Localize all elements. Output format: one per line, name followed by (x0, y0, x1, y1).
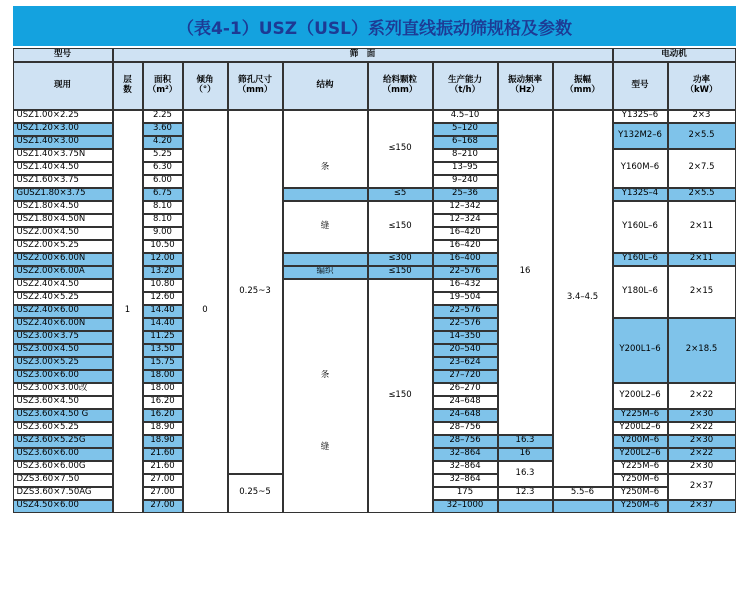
area-cell: 18.00 (143, 370, 183, 383)
feed-size-cell: ≤150 (368, 279, 433, 513)
structure-cell: 编织 (283, 266, 368, 279)
area-cell: 8.10 (143, 201, 183, 214)
power-cell: 2×11 (668, 201, 736, 253)
motor-model-cell: Y132S–4 (613, 188, 668, 201)
capacity-cell: 5–120 (433, 123, 498, 136)
area-cell: 5.25 (143, 149, 183, 162)
area-cell: 27.00 (143, 474, 183, 487)
area-cell: 13.50 (143, 344, 183, 357)
area-cell: 3.60 (143, 123, 183, 136)
motor-model-cell: Y160L–6 (613, 201, 668, 253)
area-cell: 12.60 (143, 292, 183, 305)
structure-label: 缝 (320, 441, 330, 452)
capacity-cell: 12–324 (433, 214, 498, 227)
capacity-cell: 23–624 (433, 357, 498, 370)
model-cell: USZ1.80×4.50N (13, 214, 113, 227)
area-cell: 16.20 (143, 409, 183, 422)
amplitude-cell (553, 500, 613, 513)
model-cell: USZ2.00×6.00A (13, 266, 113, 279)
capacity-cell: 14–350 (433, 331, 498, 344)
capacity-cell: 28–756 (433, 422, 498, 435)
motor-model-cell: Y200L2–6 (613, 448, 668, 461)
power-cell: 2×30 (668, 435, 736, 448)
capacity-cell: 22–576 (433, 305, 498, 318)
area-cell: 21.60 (143, 461, 183, 474)
power-cell: 2×37 (668, 474, 736, 500)
power-cell: 2×22 (668, 422, 736, 435)
header-power: 功率 （kW） (668, 62, 736, 110)
model-cell: USZ3.00×5.25 (13, 357, 113, 370)
capacity-cell: 22–576 (433, 266, 498, 279)
structure-cell (283, 188, 368, 201)
amplitude-cell: 3.4–4.5 (553, 110, 613, 487)
model-cell: USZ2.40×6.00 (13, 305, 113, 318)
angle-cell: 0 (183, 110, 228, 513)
capacity-cell: 24–648 (433, 396, 498, 409)
header-motor-group: 电动机 (613, 48, 736, 62)
power-cell: 2×37 (668, 500, 736, 513)
header-screen-group: 筛 面 (113, 48, 613, 62)
motor-model-cell: Y200L2–6 (613, 383, 668, 409)
area-cell: 6.75 (143, 188, 183, 201)
motor-model-cell: Y250M–6 (613, 487, 668, 500)
area-cell: 14.40 (143, 318, 183, 331)
power-cell: 2×15 (668, 266, 736, 318)
motor-model-cell: Y250M–6 (613, 474, 668, 487)
motor-model-cell: Y180L–6 (613, 266, 668, 318)
power-cell: 2×5.5 (668, 123, 736, 149)
motor-model-cell: Y160L–6 (613, 253, 668, 266)
header-model-group: 型号 (13, 48, 113, 62)
motor-model-cell: Y225M–6 (613, 409, 668, 422)
model-cell: USZ3.60×6.00G (13, 461, 113, 474)
header-amplitude: 振幅 （mm） (553, 62, 613, 110)
capacity-cell: 4.5–10 (433, 110, 498, 123)
model-cell: USZ2.40×4.50 (13, 279, 113, 292)
model-cell: USZ1.60×3.75 (13, 175, 113, 188)
capacity-cell: 12–342 (433, 201, 498, 214)
power-cell: 2×18.5 (668, 318, 736, 383)
capacity-cell: 32–1000 (433, 500, 498, 513)
aperture-cell: 0.25~5 (228, 474, 283, 513)
model-cell: USZ3.00×3.00改 (13, 383, 113, 396)
area-cell: 11.25 (143, 331, 183, 344)
model-cell: GUSZ1.80×3.75 (13, 188, 113, 201)
amplitude-cell: 5.5–6 (553, 487, 613, 500)
frequency-cell: 16 (498, 448, 553, 461)
model-cell: USZ3.00×4.50 (13, 344, 113, 357)
power-cell: 2×5.5 (668, 188, 736, 201)
capacity-cell: 19–504 (433, 292, 498, 305)
capacity-cell: 8–210 (433, 149, 498, 162)
model-cell: USZ2.00×4.50 (13, 227, 113, 240)
area-cell: 2.25 (143, 110, 183, 123)
frequency-cell: 12.3 (498, 487, 553, 500)
area-cell: 10.80 (143, 279, 183, 292)
area-cell: 6.00 (143, 175, 183, 188)
area-cell: 18.90 (143, 422, 183, 435)
area-cell: 15.75 (143, 357, 183, 370)
area-cell: 16.20 (143, 396, 183, 409)
layers-cell: 1 (113, 110, 143, 513)
area-cell: 18.00 (143, 383, 183, 396)
power-cell: 2×22 (668, 448, 736, 461)
header-current: 现用 (13, 62, 113, 110)
power-cell: 2×11 (668, 253, 736, 266)
area-cell: 8.10 (143, 214, 183, 227)
model-cell: USZ2.00×6.00N (13, 253, 113, 266)
capacity-cell: 20–540 (433, 344, 498, 357)
header-aperture: 筛孔尺寸 （mm） (228, 62, 283, 110)
frequency-cell: 16.3 (498, 461, 553, 487)
capacity-cell: 22–576 (433, 318, 498, 331)
area-cell: 9.00 (143, 227, 183, 240)
area-cell: 21.60 (143, 448, 183, 461)
power-cell: 2×3 (668, 110, 736, 123)
header-angle: 倾角 （°） (183, 62, 228, 110)
area-cell: 4.20 (143, 136, 183, 149)
motor-model-cell: Y132M2–6 (613, 123, 668, 149)
feed-size-cell: ≤300 (368, 253, 433, 266)
model-cell: USZ3.00×6.00 (13, 370, 113, 383)
motor-model-cell: Y250M–6 (613, 500, 668, 513)
model-cell: USZ2.40×6.00N (13, 318, 113, 331)
area-cell: 18.90 (143, 435, 183, 448)
area-cell: 6.30 (143, 162, 183, 175)
capacity-cell: 16–420 (433, 227, 498, 240)
aperture-cell: 0.25~3 (228, 110, 283, 474)
header-layers: 层 数 (113, 62, 143, 110)
frequency-cell: 16.3 (498, 435, 553, 448)
capacity-cell: 16–432 (433, 279, 498, 292)
structure-cell (283, 279, 368, 513)
capacity-cell: 27–720 (433, 370, 498, 383)
structure-label: 缝 (320, 220, 330, 231)
capacity-cell: 24–648 (433, 409, 498, 422)
capacity-cell: 175 (433, 487, 498, 500)
model-cell: USZ2.00×5.25 (13, 240, 113, 253)
header-capacity: 生产能力 （t/h） (433, 62, 498, 110)
structure-label: 条 (320, 162, 330, 173)
capacity-cell: 16–400 (433, 253, 498, 266)
model-cell: USZ4.50×6.00 (13, 500, 113, 513)
capacity-cell: 25–36 (433, 188, 498, 201)
capacity-cell: 28–756 (433, 435, 498, 448)
model-cell: USZ3.60×4.50 G (13, 409, 113, 422)
area-cell: 10.50 (143, 240, 183, 253)
model-cell: USZ1.40×3.75N (13, 149, 113, 162)
motor-model-cell: Y200M–6 (613, 435, 668, 448)
power-cell: 2×30 (668, 409, 736, 422)
header-frequency: 振动频率 （Hz） (498, 62, 553, 110)
model-cell: USZ3.60×5.25G (13, 435, 113, 448)
structure-cell (283, 253, 368, 266)
feed-size-cell: ≤150 (368, 266, 433, 279)
motor-model-cell: Y200L1–6 (613, 318, 668, 383)
area-cell: 27.00 (143, 487, 183, 500)
frequency-cell (498, 500, 553, 513)
capacity-cell: 26–270 (433, 383, 498, 396)
capacity-cell: 32–864 (433, 474, 498, 487)
motor-model-cell: Y225M–6 (613, 461, 668, 474)
area-cell: 14.40 (143, 305, 183, 318)
power-cell: 2×30 (668, 461, 736, 474)
model-cell: USZ1.00×2.25 (13, 110, 113, 123)
model-cell: USZ1.80×4.50 (13, 201, 113, 214)
model-cell: USZ3.00×3.75 (13, 331, 113, 344)
model-cell: DZS3.60×7.50 (13, 474, 113, 487)
area-cell: 27.00 (143, 500, 183, 513)
model-cell: USZ2.40×5.25 (13, 292, 113, 305)
feed-size-cell: ≤150 (368, 110, 433, 188)
structure-cell (283, 110, 368, 188)
model-cell: USZ1.20×3.00 (13, 123, 113, 136)
page-title: （表4-1）USZ（USL）系列直线振动筛规格及参数 (13, 6, 736, 46)
header-motor-model: 型号 (613, 62, 668, 110)
capacity-cell: 13–95 (433, 162, 498, 175)
capacity-cell: 32–864 (433, 448, 498, 461)
power-cell: 2×22 (668, 383, 736, 409)
area-cell: 12.00 (143, 253, 183, 266)
header-feed-size: 给料颗粒 （mm） (368, 62, 433, 110)
model-cell: USZ3.60×5.25 (13, 422, 113, 435)
header-structure: 结构 (283, 62, 368, 110)
area-cell: 13.20 (143, 266, 183, 279)
model-cell: USZ1.40×4.50 (13, 162, 113, 175)
model-cell: USZ1.40×3.00 (13, 136, 113, 149)
capacity-cell: 6–168 (433, 136, 498, 149)
model-cell: USZ3.60×6.00 (13, 448, 113, 461)
model-cell: USZ3.60×4.50 (13, 396, 113, 409)
motor-model-cell: Y160M–6 (613, 149, 668, 188)
header-area: 面积 （m²） (143, 62, 183, 110)
structure-label: 条 (320, 370, 330, 381)
capacity-cell: 9–240 (433, 175, 498, 188)
motor-model-cell: Y132S–6 (613, 110, 668, 123)
capacity-cell: 32–864 (433, 461, 498, 474)
frequency-cell: 16 (498, 110, 553, 435)
power-cell: 2×7.5 (668, 149, 736, 188)
capacity-cell: 16–420 (433, 240, 498, 253)
feed-size-cell: ≤5 (368, 188, 433, 201)
model-cell: DZS3.60×7.50AG (13, 487, 113, 500)
feed-size-cell: ≤150 (368, 201, 433, 253)
motor-model-cell: Y200L2–6 (613, 422, 668, 435)
